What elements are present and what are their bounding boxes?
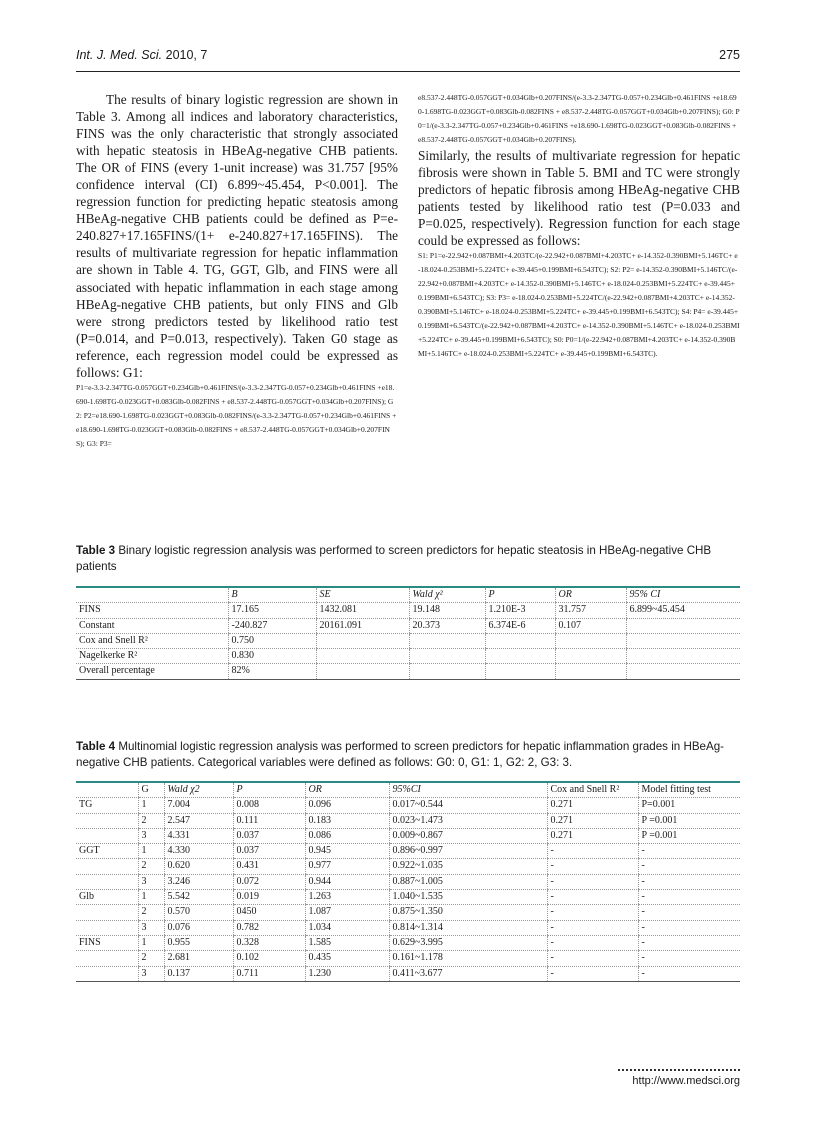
page-number: 275 (719, 48, 740, 62)
table-cell: 0.023~1.473 (389, 813, 547, 828)
table-row (76, 664, 740, 679)
table-cell (76, 859, 138, 874)
table-cell: 1.034 (305, 920, 389, 935)
table3-header-row (76, 587, 740, 603)
table-cell: 0.896~0.997 (389, 844, 547, 859)
table-cell: 0450 (233, 905, 305, 920)
table4-header: Model fitting test (638, 782, 740, 798)
table-cell: -240.827 (228, 618, 316, 633)
table-cell: 0.431 (233, 859, 305, 874)
table-cell: - (638, 920, 740, 935)
table3-caption (76, 543, 740, 575)
table-cell: Glb (76, 890, 138, 905)
table-cell (409, 633, 485, 648)
table-row (76, 813, 740, 828)
table3-header: 95% CI (626, 587, 740, 603)
table-cell: - (547, 874, 638, 889)
table-cell: 0.830 (228, 649, 316, 664)
table-cell: 2 (138, 813, 164, 828)
table-cell: - (547, 905, 638, 920)
table-cell (409, 664, 485, 679)
table-cell: 0.019 (233, 890, 305, 905)
table-cell: 4.330 (164, 844, 233, 859)
table-cell (555, 633, 626, 648)
table-cell: - (638, 905, 740, 920)
header-rule (76, 71, 740, 72)
table-cell: 0.570 (164, 905, 233, 920)
table-cell: 0.750 (228, 633, 316, 648)
table-cell (76, 920, 138, 935)
table-cell: 0.875~1.350 (389, 905, 547, 920)
table4-caption-text: Multinomial logistic regression analysis was performed to screen predictors for hepatic inflammation grades in HBeAg-negative CHB patients. Categorical variables were defined as follows: G0: 0, G1: 1, G2: 2, G3: 3. (76, 740, 725, 769)
table-cell: 0.977 (305, 859, 389, 874)
table-cell: - (547, 844, 638, 859)
table-cell: 0.086 (305, 828, 389, 843)
results-paragraph-2: Similarly, the results of multivariate regression for hepatic fibrosis were shown in Table 5. BMI and TC were strongly predictors of hepatic fibrosis among HBeAg-negative CHB patients tested by likelihood ratio test (P=0.033 and P=0.025, respectively). Regression function for each stage could be expressed as follows: (418, 148, 740, 249)
table-cell: - (638, 966, 740, 981)
table-cell: 0.161~1.178 (389, 951, 547, 966)
table3-header: SE (316, 587, 409, 603)
table-row (76, 874, 740, 889)
table-cell (626, 618, 740, 633)
table-cell (626, 649, 740, 664)
table-cell: P =0.001 (638, 813, 740, 828)
table-cell: 2 (138, 951, 164, 966)
table-cell: 4.331 (164, 828, 233, 843)
table-cell: - (638, 874, 740, 889)
table-cell: 0.271 (547, 828, 638, 843)
table-cell: 5.542 (164, 890, 233, 905)
table-cell (485, 633, 555, 648)
fibrosis-formula: S1: P1=e-22.942+0.087BMI+4.203TC/(e-22.942+0.087BMI+4.203TC+ e-14.352-0.390BMI+5.146TC+ e-18.024-0.253BMI+5.224TC+ e-39.445+0.199BMI+6.543TC); S2: P2= e-14.352-0.390BMI+5.146TC/(e-22.942+0.087BMI+4.203TC+ e-14.352-0.390BMI+5.146TC+ e-18.024-0.253BMI+5.224TC+ e-39.445+0.199BMI+6.543TC); S3: P3= e-18.024-0.253BMI+5.224TC/(e-22.942+0.087BMI+4.203TC+ e-14.352-0.390BMI+5.146TC+ e-18.024-0.253BMI+5.224TC+ e-39.445+0.199BMI+6.543TC); S4: P4= e-39.445+0.199BMI+6.543TC/(e-22.942+0.087BMI+4.203TC+ e-14.352-0.390BMI+5.146TC+ e-18.024-0.253BMI+5.224TC+ e-39.445+0.199BMI+6.543TC); S0: P0=1/(e-22.942+0.087BMI+4.203TC+ e-14.352-0.390BMI+5.146TC+ e-18.024-0.253BMI+5.224TC+ e-39.445+0.199BMI+6.543TC). (418, 251, 740, 359)
table-cell: 0.629~3.995 (389, 935, 547, 950)
table-row (76, 935, 740, 950)
table-cell: 82% (228, 664, 316, 679)
table-cell: 1 (138, 844, 164, 859)
table-cell: Nagelkerke R² (76, 649, 228, 664)
table-cell: 31.757 (555, 603, 626, 618)
table-cell: 1.210E-3 (485, 603, 555, 618)
table3-header: OR (555, 587, 626, 603)
table-cell: 0.782 (233, 920, 305, 935)
table-cell: 20.373 (409, 618, 485, 633)
table-cell: 2.681 (164, 951, 233, 966)
table-row (76, 603, 740, 618)
table-cell: 17.165 (228, 603, 316, 618)
table-cell: 3.246 (164, 874, 233, 889)
table-cell: - (638, 859, 740, 874)
table-cell: - (547, 890, 638, 905)
table-cell (316, 664, 409, 679)
table-cell: 0.955 (164, 935, 233, 950)
footer-url: http://www.medsci.org (632, 1075, 740, 1087)
table-cell: 0.009~0.867 (389, 828, 547, 843)
table-cell: P =0.001 (638, 828, 740, 843)
inflammation-formula-right: e8.537-2.448TG-0.057GGT+0.034Glb+0.207FINS/(e-3.3-2.347TG-0.057+0.234Glb+0.461FINS +e18.690-1.698TG-0.023GGT+0.083Glb-0.082FINS + e8.537-2.448TG-0.057GGT+0.034Glb+0.207FINS); G0: P0=1/(e-3.3-2.347TG-0.057+0.234Glb+0.461FINS +e18.690-1.698TG-0.023GGT+0.083Glb-0.082FINS + e8.537-2.448TG-0.057GGT+0.034Glb+0.207FINS). (418, 93, 740, 144)
table4-header: G (138, 782, 164, 798)
table-cell: 0.137 (164, 966, 233, 981)
table4-header: P (233, 782, 305, 798)
table-cell: - (638, 844, 740, 859)
table-cell: 7.004 (164, 798, 233, 813)
table-cell: 0.620 (164, 859, 233, 874)
table-cell: P=0.001 (638, 798, 740, 813)
table-cell: 1.040~1.535 (389, 890, 547, 905)
table-cell (626, 664, 740, 679)
table3-header: Wald χ² (409, 587, 485, 603)
table-cell: 6.374E-6 (485, 618, 555, 633)
table-cell: - (638, 890, 740, 905)
table-cell: Cox and Snell R² (76, 633, 228, 648)
table-row (76, 844, 740, 859)
table3-header (76, 587, 228, 603)
table-cell: 19.148 (409, 603, 485, 618)
table-cell: 0.814~1.314 (389, 920, 547, 935)
table-cell: - (547, 859, 638, 874)
table4-header: 95%CI (389, 782, 547, 798)
table-cell: 0.271 (547, 798, 638, 813)
table-cell: 2.547 (164, 813, 233, 828)
table-cell: 0.102 (233, 951, 305, 966)
table-cell: 1.087 (305, 905, 389, 920)
table4 (76, 781, 740, 982)
table-cell (76, 813, 138, 828)
table-row (76, 798, 740, 813)
table3 (76, 586, 740, 680)
table-cell: 3 (138, 966, 164, 981)
table-cell: 1 (138, 890, 164, 905)
right-column (418, 91, 740, 361)
table-cell: Constant (76, 618, 228, 633)
table4-header-row (76, 782, 740, 798)
table-cell: - (547, 920, 638, 935)
table-cell: 6.899~45.454 (626, 603, 740, 618)
table-cell: 0.887~1.005 (389, 874, 547, 889)
table-cell (555, 649, 626, 664)
table-cell (76, 951, 138, 966)
table-row (76, 649, 740, 664)
table-cell: 0.328 (233, 935, 305, 950)
table-cell: 0.107 (555, 618, 626, 633)
table-cell: 0.183 (305, 813, 389, 828)
table-cell: - (547, 951, 638, 966)
table-cell: 0.037 (233, 844, 305, 859)
table-cell: 0.072 (233, 874, 305, 889)
table-row (76, 951, 740, 966)
table-cell: 3 (138, 874, 164, 889)
running-header (76, 48, 740, 68)
table-row (76, 828, 740, 843)
left-column (76, 91, 398, 451)
table-cell (76, 966, 138, 981)
table-cell: 2 (138, 905, 164, 920)
table-row (76, 890, 740, 905)
table4-header (76, 782, 138, 798)
table4-header: Wald χ2 (164, 782, 233, 798)
table-cell: 1.585 (305, 935, 389, 950)
table-cell: - (638, 935, 740, 950)
table4-header: Cox and Snell R² (547, 782, 638, 798)
table-cell (316, 633, 409, 648)
table-cell: 1432.081 (316, 603, 409, 618)
table-cell: 1 (138, 798, 164, 813)
table3-header: B (228, 587, 316, 603)
results-paragraph-1: The results of binary logistic regression are shown in Table 3. Among all indices and laboratory characteristics, FINS was the only characteristic that strongly associated with hepatic steatosis in HBeAg-negative CHB patients. The OR of FINS (every 1-unit increase) was 31.757 [95% confidence interval (CI) 6.899~45.454, P<0.001]. The regression function for predicting hepatic steatosis among HBeAg-negative CHB patients could be defined as P=e-240.827+17.165FINS/(1+ e-240.827+17.165FINS). The results of multivariate regression for hepatic inflammation are shown in Table 4. TG, GGT, Glb, and FINS were all associated with hepatic inflammation in each stage among HBeAg-negative CHB patients, but only FINS and Glb were strong predictors tested by likelihood ratio test (P=0.014, and P=0.013, respectively). Taken G0 stage as reference, each regression model could be expressed as follows: G1: (76, 92, 398, 380)
table3-label: Table 3 (76, 544, 116, 557)
table-cell (485, 649, 555, 664)
table-cell (485, 664, 555, 679)
table4-header: OR (305, 782, 389, 798)
table4-label: Table 4 (76, 740, 116, 753)
table-cell: FINS (76, 935, 138, 950)
table-cell: 1.230 (305, 966, 389, 981)
table-cell (555, 664, 626, 679)
table-cell: 0.945 (305, 844, 389, 859)
table-cell (76, 905, 138, 920)
table-cell: 0.271 (547, 813, 638, 828)
table-cell: 0.037 (233, 828, 305, 843)
table-cell: Overall percentage (76, 664, 228, 679)
table-cell: - (638, 951, 740, 966)
table-cell: FINS (76, 603, 228, 618)
journal-abbrev: Int. J. Med. Sci. 2010, 7 (76, 48, 208, 62)
table-cell: 2 (138, 859, 164, 874)
table-cell: 0.096 (305, 798, 389, 813)
footer-divider (618, 1069, 740, 1071)
year-volume: 2010, 7 (165, 48, 208, 62)
table-cell: 0.017~0.544 (389, 798, 547, 813)
table-cell: GGT (76, 844, 138, 859)
table-cell: TG (76, 798, 138, 813)
table-row (76, 905, 740, 920)
table4-caption (76, 739, 740, 771)
table-row (76, 618, 740, 633)
table-cell: 3 (138, 920, 164, 935)
table3-header: P (485, 587, 555, 603)
table-cell: 0.435 (305, 951, 389, 966)
table-cell: 20161.091 (316, 618, 409, 633)
table-row (76, 920, 740, 935)
table-cell: 1.263 (305, 890, 389, 905)
table-cell (626, 633, 740, 648)
table-cell: 0.711 (233, 966, 305, 981)
table-cell: 3 (138, 828, 164, 843)
table-row (76, 966, 740, 981)
table-row (76, 859, 740, 874)
table-cell: - (547, 935, 638, 950)
table-cell (316, 649, 409, 664)
table-cell: 0.008 (233, 798, 305, 813)
table-cell: 0.076 (164, 920, 233, 935)
table-cell: 1 (138, 935, 164, 950)
inflammation-formula-left: P1=e-3.3-2.347TG-0.057GGT+0.234Glb+0.461FINS/(e-3.3-2.347TG-0.057+0.234Glb+0.461FINS +e18.690-1.698TG-0.023GGT+0.083Glb-0.082FINS + e8.537-2.448TG-0.057GGT+0.034Glb+0.207FINS); G2: P2=e18.690-1.698TG-0.023GGT+0.083Glb-0.082FINS/(e-3.3-2.347TG-0.057+0.234Glb+0.461FINS +e18.690-1.698TG-0.023GGT+0.083Glb-0.082FINS + e8.537-2.448TG-0.057GGT+0.034Glb+0.207FINS); G3: P3= (76, 382, 397, 448)
table-cell (76, 828, 138, 843)
table-cell (76, 874, 138, 889)
table-row (76, 633, 740, 648)
table-cell: 0.922~1.035 (389, 859, 547, 874)
table-cell: 0.944 (305, 874, 389, 889)
table-cell: 0.111 (233, 813, 305, 828)
table-cell: - (547, 966, 638, 981)
table3-caption-text: Binary logistic regression analysis was performed to screen predictors for hepatic steatosis in HBeAg-negative CHB patients (76, 544, 712, 573)
table-cell (409, 649, 485, 664)
table-cell: 0.411~3.677 (389, 966, 547, 981)
